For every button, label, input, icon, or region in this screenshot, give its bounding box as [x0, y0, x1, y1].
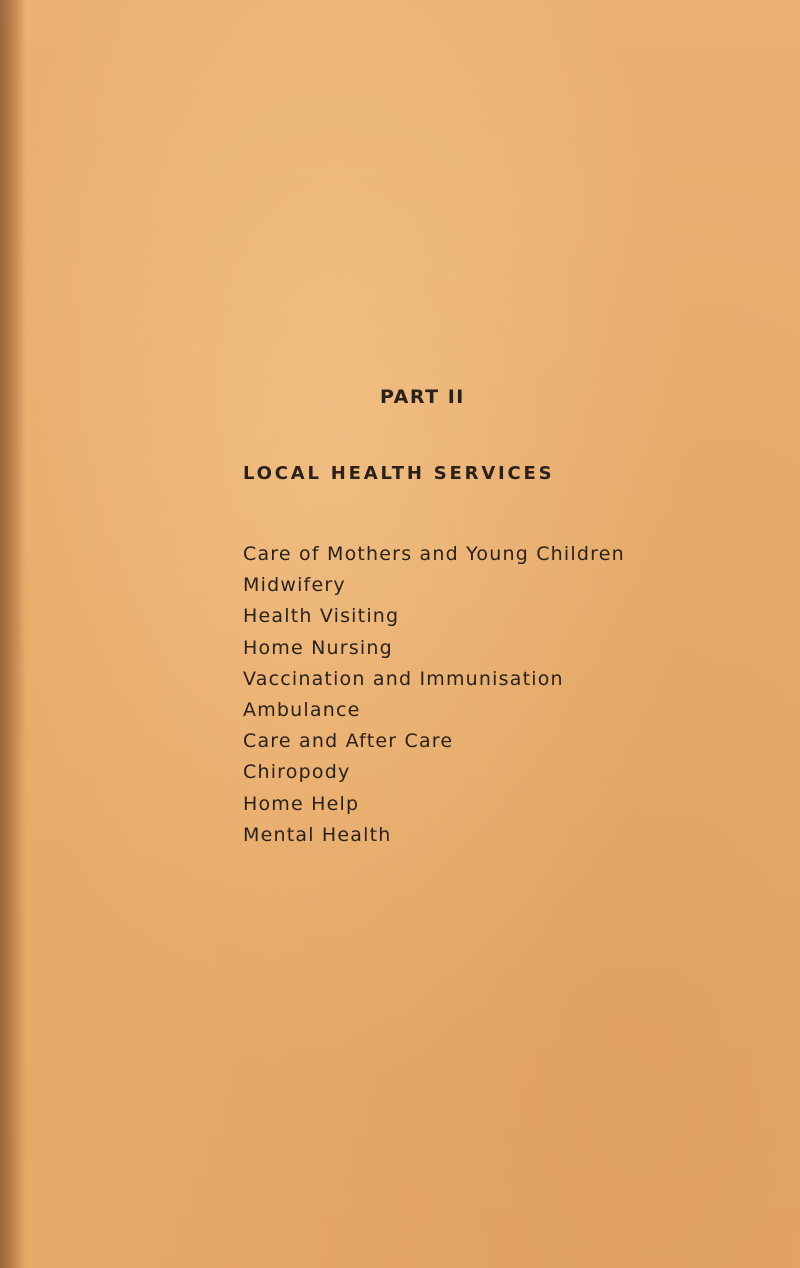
list-item: Chiropody	[243, 761, 351, 784]
part-title: PART II	[380, 386, 465, 408]
section-title: LOCAL HEALTH SERVICES	[243, 463, 555, 484]
list-item: Home Help	[243, 792, 360, 815]
list-item: Care and After Care	[243, 730, 454, 753]
list-item: Midwifery	[243, 574, 346, 597]
list-item: Vaccination and Immunisation	[243, 667, 564, 690]
list-item: Mental Health	[243, 823, 392, 846]
list-item: Health Visiting	[243, 605, 400, 628]
list-item: Ambulance	[243, 698, 361, 721]
page-spine-shadow	[0, 0, 26, 1268]
list-item: Home Nursing	[243, 636, 393, 659]
services-list	[243, 539, 625, 851]
list-item: Care of Mothers and Young Children	[243, 543, 625, 565]
